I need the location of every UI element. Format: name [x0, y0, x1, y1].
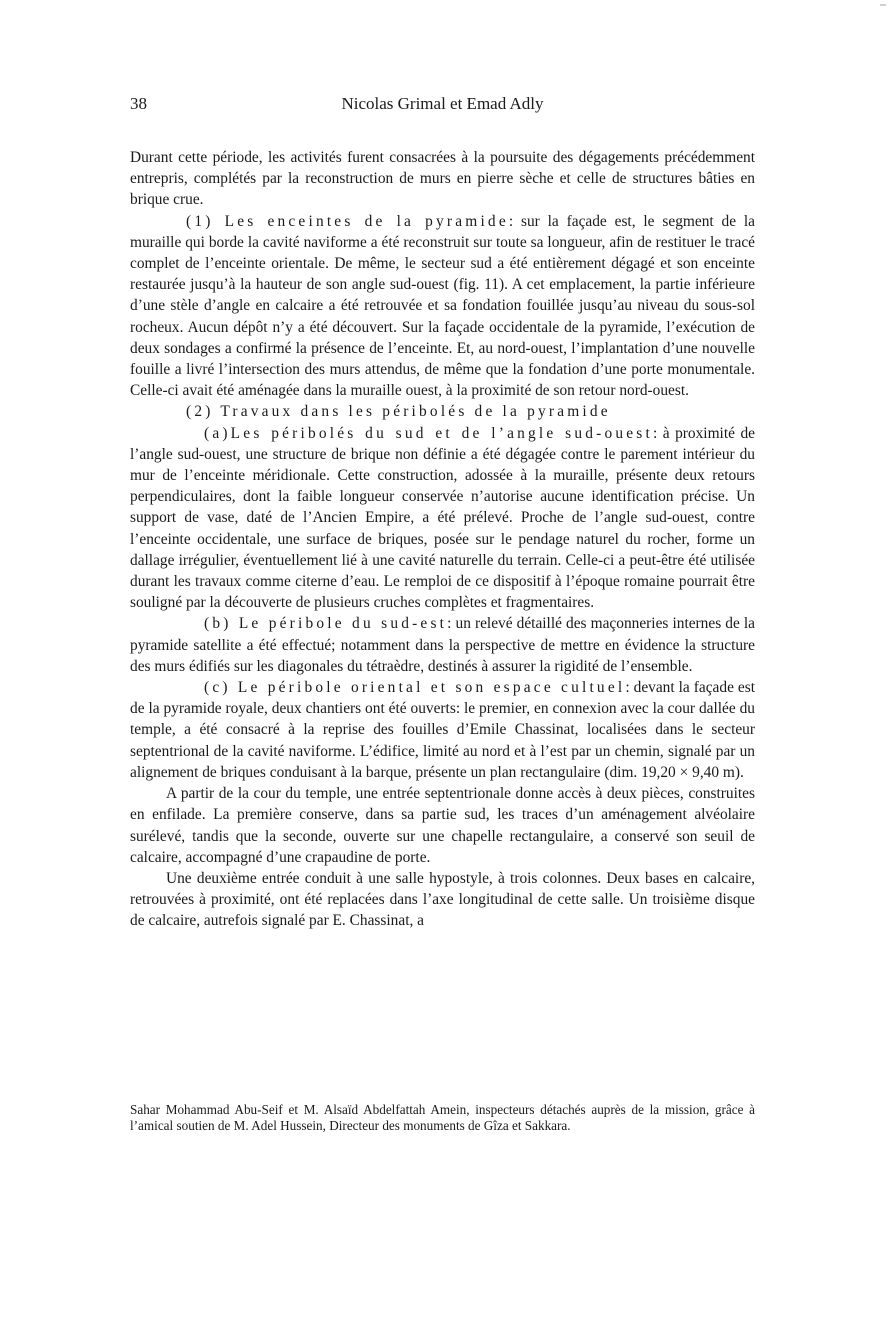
subsection-heading: (a)Les péribolés du sud et de l’angle sud-ouest — [204, 424, 653, 442]
running-head: Nicolas Grimal et Emad Adly — [341, 94, 544, 113]
paragraph-text: : devant la façade est de la pyramide royale, deux chantiers ont été ouverts: le premier, en connexion avec la cour dallée du temple, a été consacré à la reprise des fouilles d’Emile Chassinat, localisées dans le secteur septentrional de la cavité naviforme. L’édifice, limité au nord et à l’est par un chemin, signalé par un alignement de briques conduisant à la barque, présente un plan rectangulaire (dim. 19,20 × 9,40 m). — [130, 679, 755, 781]
scan-mark — [880, 4, 886, 6]
page-header — [130, 94, 755, 118]
paragraph-text: : à proximité de l’angle sud-ouest, une structure de brique non définie a été dégagée contre le parement intérieur du mur de l’enceinte méridionale. Cette construction, adossée à la muraille, présente deux retours perpendiculaires, dont la faible longueur conservée n’autorise aucune identification précise. Un support de vase, daté de l’Ancien Empire, a été prélevé. Proche de l’angle sud-ouest, contre l’enceinte occidentale, une surface de briques, posée sur le pendage naturel du rocher, forme un dallage irrégulier, éventuellement lié à une cavité naturelle du terrain. Celle-ci a peut-être été utilisée durant les travaux comme citerne d’eau. Le remploi de ce dispositif à l’époque romaine pourrait être souligné par la découverte de plusieurs cruches complètes et fragmentaires. — [130, 424, 755, 612]
section-heading — [130, 401, 755, 422]
footnote: Sahar Mohammad Abu-Seif et M. Alsaïd Abdelfattah Amein, inspecteurs détachés auprès de la mission, grâce à l’amical soutien de M. Adel Hussein, Directeur des monuments de Gîza et Sakkara. — [130, 1102, 755, 1134]
section-heading: (1) Les enceintes de la pyramide — [186, 212, 509, 230]
page-number: 38 — [130, 94, 147, 113]
paragraph-text: : un relevé détaillé des maçonneries internes de la pyramide satellite a été effectué; notamment dans la perspective de mettre en évidence la structure des murs édifiés sur les diagonales du tétraèdre, destinés à assurer la rigidité de l’ensemble. — [130, 615, 755, 675]
subsection-heading: (b) Le péribole du sud-est — [204, 615, 448, 633]
paragraph: Durant cette période, les activités furent consacrées à la poursuite des dégagements précédemment entrepris, complétés par la reconstruction de murs en pierre sèche et celle de structures bâties en brique crue. — [130, 149, 755, 209]
paragraph — [130, 613, 755, 677]
subsection-heading: (c) Le péribole oriental et son espace cultuel — [204, 679, 626, 697]
paragraph: Une deuxième entrée conduit à une salle hypostyle, à trois colonnes. Deux bases en calcaire, retrouvées à proximité, ont été replacées dans l’axe longitudinal de cette salle. Un troisième disque de calcaire, autrefois signalé par E. Chassinat, a — [130, 869, 755, 930]
paragraph-text: : sur la façade est, le segment de la muraille qui borde la cavité naviforme a été reconstruit sur toute sa longueur, afin de restituer le tracé complet de l’enceinte orientale. De même, le secteur sud a été entièrement dégagé et son enceinte restaurée jusqu’à la hauteur de son angle sud-ouest (fig. 11). A cet emplacement, la partie inférieure d’une stèle d’angle en calcaire a été retrouvée et sa fondation fouillée jusqu’au niveau du sous-sol rocheux. Aucun dépôt n’y a été découvert. Sur la façade occidentale de la pyramide, l’exécution de deux sondages a confirmé la présence de l’enceinte. Et, au nord-ouest, l’implantation d’une nouvelle fouille a livré l’intersection des murs attendus, de même que la fondation d’une porte monumentale. Celle-ci avait été aménagée dans la muraille ouest, à la proximité de son retour nord-ouest. — [130, 212, 756, 400]
body-text — [130, 147, 755, 932]
section-heading-text: (2) Travaux dans les péribolés de la pyramide — [186, 403, 611, 421]
paragraph — [130, 423, 755, 614]
paragraph: A partir de la cour du temple, une entrée septentrionale donne accès à deux pièces, construites en enfilade. La première conserve, dans sa partie sud, les traces d’un aménagement alvéolaire surélevé, tandis que la seconde, ouverte sur une chapelle rectangulaire, a conservé son seuil de calcaire, accompagné d’une crapaudine de porte. — [130, 785, 755, 866]
paragraph — [130, 211, 755, 402]
paragraph — [130, 677, 755, 783]
